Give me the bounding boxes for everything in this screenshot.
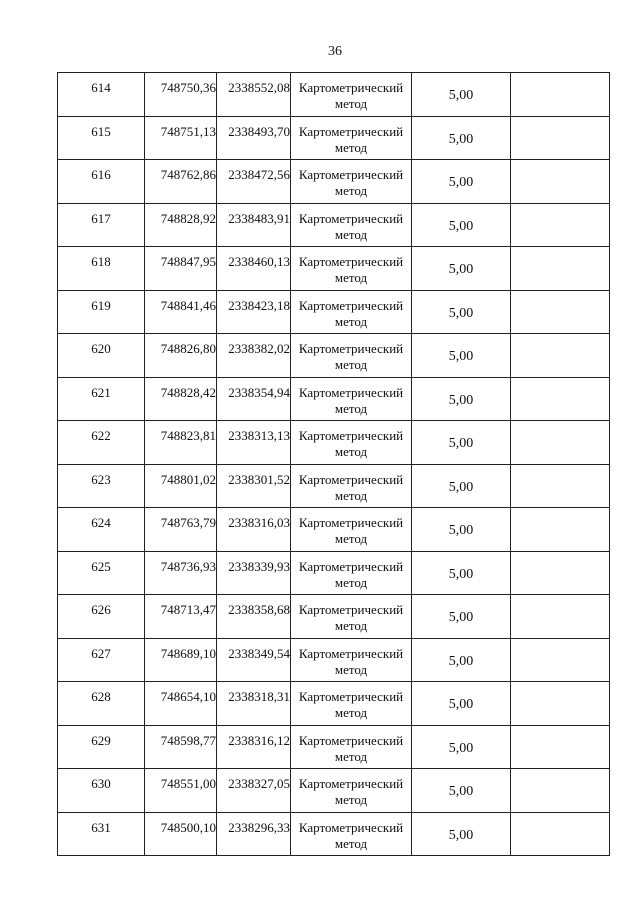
accuracy-cell-text: 5,00 bbox=[448, 88, 474, 104]
empty-cell-text bbox=[511, 117, 609, 124]
empty-cell bbox=[511, 203, 610, 247]
empty-cell bbox=[511, 377, 610, 421]
x-coordinate-cell bbox=[145, 290, 217, 334]
y-coordinate-cell bbox=[217, 595, 291, 639]
method-cell bbox=[291, 551, 412, 595]
x-coordinate-cell-text: 748828,42 bbox=[160, 384, 216, 400]
x-coordinate-cell bbox=[145, 377, 217, 421]
y-coordinate-cell-text: 2338354,94 bbox=[228, 384, 290, 400]
y-coordinate-cell-text: 2338327,05 bbox=[228, 776, 290, 791]
y-coordinate-cell-text: 2338472,56 bbox=[228, 167, 290, 182]
method-cell bbox=[291, 290, 412, 334]
x-coordinate-cell bbox=[145, 551, 217, 595]
method-cell-text: Картометрический метод bbox=[298, 297, 404, 329]
point-number-cell-text: 615 bbox=[91, 123, 111, 139]
point-number-cell bbox=[58, 725, 145, 769]
point-number-cell-text: 619 bbox=[91, 297, 111, 313]
x-coordinate-cell-text: 748828,92 bbox=[160, 210, 216, 226]
table-row bbox=[58, 464, 610, 508]
table-row bbox=[58, 421, 610, 465]
empty-cell bbox=[511, 73, 610, 117]
accuracy-cell bbox=[412, 638, 511, 682]
method-cell-text: Картометрический метод bbox=[298, 515, 404, 546]
empty-cell-text bbox=[511, 204, 609, 211]
accuracy-cell bbox=[412, 595, 511, 639]
y-coordinate-cell-text: 2338313,13 bbox=[228, 428, 290, 443]
accuracy-cell-text: 5,00 bbox=[448, 653, 474, 669]
empty-cell-text bbox=[511, 160, 609, 167]
x-coordinate-cell-text: 748654,10 bbox=[160, 689, 216, 704]
y-coordinate-cell bbox=[217, 508, 291, 552]
point-number-cell-text: 623 bbox=[91, 471, 111, 487]
point-number-cell bbox=[58, 769, 145, 813]
x-coordinate-cell bbox=[145, 116, 217, 160]
point-number-cell bbox=[58, 595, 145, 639]
y-coordinate-cell bbox=[217, 247, 291, 291]
method-cell bbox=[291, 508, 412, 552]
empty-cell bbox=[511, 247, 610, 291]
y-coordinate-cell-text: 2338382,02 bbox=[228, 341, 290, 356]
method-cell-text: Картометрический метод bbox=[298, 558, 404, 590]
y-coordinate-cell bbox=[217, 421, 291, 465]
method-cell bbox=[291, 464, 412, 508]
point-number-cell bbox=[58, 377, 145, 421]
table-row bbox=[58, 160, 610, 204]
empty-cell bbox=[511, 421, 610, 465]
y-coordinate-cell bbox=[217, 682, 291, 726]
y-coordinate-cell bbox=[217, 73, 291, 117]
empty-cell-text bbox=[511, 465, 609, 472]
method-cell bbox=[291, 595, 412, 639]
point-number-cell-text: 629 bbox=[91, 732, 111, 748]
table-row bbox=[58, 116, 610, 160]
x-coordinate-cell-text: 748689,10 bbox=[160, 645, 216, 661]
y-coordinate-cell bbox=[217, 290, 291, 334]
point-number-cell bbox=[58, 682, 145, 726]
empty-cell-text bbox=[511, 639, 609, 646]
point-number-cell-text: 622 bbox=[91, 428, 111, 443]
empty-cell-text bbox=[511, 378, 609, 385]
y-coordinate-cell bbox=[217, 638, 291, 682]
x-coordinate-cell-text: 748801,02 bbox=[160, 471, 216, 487]
x-coordinate-cell bbox=[145, 508, 217, 552]
x-coordinate-cell bbox=[145, 464, 217, 508]
accuracy-cell-text: 5,00 bbox=[448, 436, 474, 452]
x-coordinate-cell-text: 748713,47 bbox=[160, 602, 216, 617]
empty-cell bbox=[511, 464, 610, 508]
x-coordinate-cell-text: 748762,86 bbox=[160, 167, 216, 182]
table-row bbox=[58, 551, 610, 595]
coordinates-table bbox=[57, 72, 610, 856]
empty-cell-text bbox=[511, 769, 609, 776]
point-number-cell-text: 628 bbox=[91, 689, 111, 704]
accuracy-cell-text: 5,00 bbox=[448, 349, 474, 365]
y-coordinate-cell-text: 2338296,33 bbox=[228, 819, 290, 835]
x-coordinate-cell-text: 748763,79 bbox=[160, 515, 216, 530]
method-cell-text: Картометрический метод bbox=[298, 428, 404, 459]
method-cell bbox=[291, 638, 412, 682]
page-number: 36 bbox=[328, 44, 342, 59]
accuracy-cell-text: 5,00 bbox=[448, 523, 474, 539]
y-coordinate-cell-text: 2338460,13 bbox=[228, 254, 290, 269]
point-number-cell bbox=[58, 247, 145, 291]
point-number-cell bbox=[58, 334, 145, 378]
method-cell bbox=[291, 769, 412, 813]
method-cell-text: Картометрический метод bbox=[298, 689, 404, 720]
accuracy-cell bbox=[412, 421, 511, 465]
accuracy-cell-text: 5,00 bbox=[448, 262, 474, 278]
method-cell-text: Картометрический метод bbox=[298, 167, 404, 198]
x-coordinate-cell bbox=[145, 769, 217, 813]
method-cell bbox=[291, 160, 412, 204]
table-row bbox=[58, 247, 610, 291]
empty-cell bbox=[511, 595, 610, 639]
empty-cell-text bbox=[511, 73, 609, 80]
point-number-cell bbox=[58, 290, 145, 334]
table-row bbox=[58, 595, 610, 639]
y-coordinate-cell-text: 2338339,93 bbox=[228, 558, 290, 574]
accuracy-cell bbox=[412, 551, 511, 595]
point-number-cell bbox=[58, 73, 145, 117]
point-number-cell bbox=[58, 551, 145, 595]
empty-cell-text bbox=[511, 726, 609, 733]
y-coordinate-cell bbox=[217, 812, 291, 856]
table-row bbox=[58, 725, 610, 769]
method-cell bbox=[291, 247, 412, 291]
point-number-cell bbox=[58, 116, 145, 160]
x-coordinate-cell bbox=[145, 725, 217, 769]
x-coordinate-cell bbox=[145, 247, 217, 291]
point-number-cell bbox=[58, 160, 145, 204]
method-cell bbox=[291, 377, 412, 421]
y-coordinate-cell-text: 2338493,70 bbox=[228, 123, 290, 139]
accuracy-cell bbox=[412, 377, 511, 421]
y-coordinate-cell bbox=[217, 203, 291, 247]
accuracy-cell bbox=[412, 203, 511, 247]
point-number-cell-text: 617 bbox=[91, 210, 111, 226]
point-number-cell-text: 621 bbox=[91, 384, 111, 400]
point-number-cell-text: 614 bbox=[91, 80, 111, 95]
method-cell-text: Картометрический метод bbox=[298, 210, 404, 242]
point-number-cell bbox=[58, 508, 145, 552]
point-number-cell-text: 625 bbox=[91, 558, 111, 574]
method-cell bbox=[291, 812, 412, 856]
empty-cell bbox=[511, 160, 610, 204]
accuracy-cell-text: 5,00 bbox=[448, 784, 474, 800]
table-row bbox=[58, 682, 610, 726]
accuracy-cell-text: 5,00 bbox=[448, 479, 474, 495]
table-row bbox=[58, 73, 610, 117]
empty-cell-text bbox=[511, 291, 609, 298]
method-cell bbox=[291, 334, 412, 378]
x-coordinate-cell bbox=[145, 203, 217, 247]
x-coordinate-cell-text: 748598,77 bbox=[160, 732, 216, 748]
y-coordinate-cell-text: 2338483,91 bbox=[228, 210, 290, 226]
method-cell-text: Картометрический метод bbox=[298, 732, 404, 764]
empty-cell-text bbox=[511, 813, 609, 820]
y-coordinate-cell bbox=[217, 116, 291, 160]
accuracy-cell-text: 5,00 bbox=[448, 392, 474, 408]
x-coordinate-cell bbox=[145, 160, 217, 204]
empty-cell bbox=[511, 551, 610, 595]
accuracy-cell bbox=[412, 290, 511, 334]
empty-cell bbox=[511, 812, 610, 856]
table-row bbox=[58, 812, 610, 856]
empty-cell bbox=[511, 769, 610, 813]
point-number-cell bbox=[58, 812, 145, 856]
empty-cell-text bbox=[511, 682, 609, 689]
method-cell-text: Картометрический метод bbox=[298, 80, 404, 111]
x-coordinate-cell-text: 748751,13 bbox=[160, 123, 216, 139]
accuracy-cell-text: 5,00 bbox=[448, 610, 474, 626]
y-coordinate-cell bbox=[217, 551, 291, 595]
method-cell bbox=[291, 421, 412, 465]
point-number-cell-text: 624 bbox=[91, 515, 111, 530]
accuracy-cell bbox=[412, 725, 511, 769]
method-cell bbox=[291, 725, 412, 769]
y-coordinate-cell bbox=[217, 334, 291, 378]
y-coordinate-cell-text: 2338552,08 bbox=[228, 80, 290, 95]
x-coordinate-cell-text: 748841,46 bbox=[160, 297, 216, 313]
accuracy-cell bbox=[412, 247, 511, 291]
y-coordinate-cell-text: 2338349,54 bbox=[228, 645, 290, 661]
x-coordinate-cell bbox=[145, 73, 217, 117]
coordinates-table-body bbox=[58, 73, 610, 856]
x-coordinate-cell bbox=[145, 421, 217, 465]
empty-cell-text bbox=[511, 508, 609, 515]
table-row bbox=[58, 290, 610, 334]
accuracy-cell bbox=[412, 160, 511, 204]
method-cell-text: Картометрический метод bbox=[298, 645, 404, 677]
table-row bbox=[58, 769, 610, 813]
method-cell-text: Картометрический метод bbox=[298, 123, 404, 155]
accuracy-cell bbox=[412, 73, 511, 117]
table-row bbox=[58, 508, 610, 552]
point-number-cell-text: 627 bbox=[91, 645, 111, 661]
accuracy-cell-text: 5,00 bbox=[448, 218, 474, 234]
accuracy-cell-text: 5,00 bbox=[448, 175, 474, 191]
point-number-cell-text: 626 bbox=[91, 602, 111, 617]
table-row bbox=[58, 377, 610, 421]
point-number-cell-text: 618 bbox=[91, 254, 111, 269]
point-number-cell-text: 630 bbox=[91, 776, 111, 791]
accuracy-cell-text: 5,00 bbox=[448, 566, 474, 582]
accuracy-cell-text: 5,00 bbox=[448, 305, 474, 321]
x-coordinate-cell-text: 748847,95 bbox=[160, 254, 216, 269]
empty-cell-text bbox=[511, 247, 609, 254]
accuracy-cell bbox=[412, 464, 511, 508]
x-coordinate-cell-text: 748551,00 bbox=[160, 776, 216, 791]
method-cell-text: Картометрический метод bbox=[298, 819, 404, 851]
empty-cell bbox=[511, 638, 610, 682]
empty-cell bbox=[511, 334, 610, 378]
y-coordinate-cell-text: 2338316,12 bbox=[228, 732, 290, 748]
x-coordinate-cell bbox=[145, 812, 217, 856]
x-coordinate-cell-text: 748750,36 bbox=[160, 80, 216, 95]
accuracy-cell bbox=[412, 682, 511, 726]
accuracy-cell bbox=[412, 116, 511, 160]
y-coordinate-cell-text: 2338318,31 bbox=[228, 689, 290, 704]
x-coordinate-cell bbox=[145, 682, 217, 726]
accuracy-cell-text: 5,00 bbox=[448, 131, 474, 147]
method-cell bbox=[291, 203, 412, 247]
empty-cell bbox=[511, 682, 610, 726]
table-row bbox=[58, 638, 610, 682]
y-coordinate-cell-text: 2338316,03 bbox=[228, 515, 290, 530]
accuracy-cell bbox=[412, 508, 511, 552]
point-number-cell-text: 620 bbox=[91, 341, 111, 356]
method-cell bbox=[291, 682, 412, 726]
x-coordinate-cell-text: 748826,80 bbox=[160, 341, 216, 356]
x-coordinate-cell-text: 748736,93 bbox=[160, 558, 216, 574]
x-coordinate-cell bbox=[145, 638, 217, 682]
empty-cell-text bbox=[511, 595, 609, 602]
accuracy-cell bbox=[412, 334, 511, 378]
accuracy-cell-text: 5,00 bbox=[448, 697, 474, 713]
accuracy-cell bbox=[412, 769, 511, 813]
empty-cell-text bbox=[511, 334, 609, 341]
method-cell bbox=[291, 116, 412, 160]
empty-cell bbox=[511, 725, 610, 769]
y-coordinate-cell-text: 2338358,68 bbox=[228, 602, 290, 617]
method-cell-text: Картометрический метод bbox=[298, 471, 404, 503]
empty-cell bbox=[511, 116, 610, 160]
empty-cell-text bbox=[511, 421, 609, 428]
x-coordinate-cell bbox=[145, 595, 217, 639]
empty-cell-text bbox=[511, 552, 609, 559]
method-cell-text: Картометрический метод bbox=[298, 776, 404, 807]
table-row bbox=[58, 334, 610, 378]
x-coordinate-cell-text: 748823,81 bbox=[160, 428, 216, 443]
y-coordinate-cell bbox=[217, 464, 291, 508]
method-cell-text: Картометрический метод bbox=[298, 341, 404, 372]
y-coordinate-cell-text: 2338423,18 bbox=[228, 297, 290, 313]
accuracy-cell-text: 5,00 bbox=[448, 827, 474, 843]
table-row bbox=[58, 203, 610, 247]
x-coordinate-cell bbox=[145, 334, 217, 378]
accuracy-cell bbox=[412, 812, 511, 856]
method-cell-text: Картометрический метод bbox=[298, 384, 404, 416]
point-number-cell bbox=[58, 464, 145, 508]
y-coordinate-cell bbox=[217, 160, 291, 204]
y-coordinate-cell bbox=[217, 377, 291, 421]
method-cell-text: Картометрический метод bbox=[298, 254, 404, 285]
y-coordinate-cell bbox=[217, 725, 291, 769]
point-number-cell bbox=[58, 638, 145, 682]
point-number-cell-text: 616 bbox=[91, 167, 111, 182]
accuracy-cell-text: 5,00 bbox=[448, 740, 474, 756]
x-coordinate-cell-text: 748500,10 bbox=[160, 819, 216, 835]
point-number-cell bbox=[58, 203, 145, 247]
point-number-cell-text: 631 bbox=[91, 819, 111, 835]
empty-cell bbox=[511, 290, 610, 334]
point-number-cell bbox=[58, 421, 145, 465]
y-coordinate-cell bbox=[217, 769, 291, 813]
empty-cell bbox=[511, 508, 610, 552]
y-coordinate-cell-text: 2338301,52 bbox=[228, 471, 290, 487]
method-cell-text: Картометрический метод bbox=[298, 602, 404, 633]
method-cell bbox=[291, 73, 412, 117]
